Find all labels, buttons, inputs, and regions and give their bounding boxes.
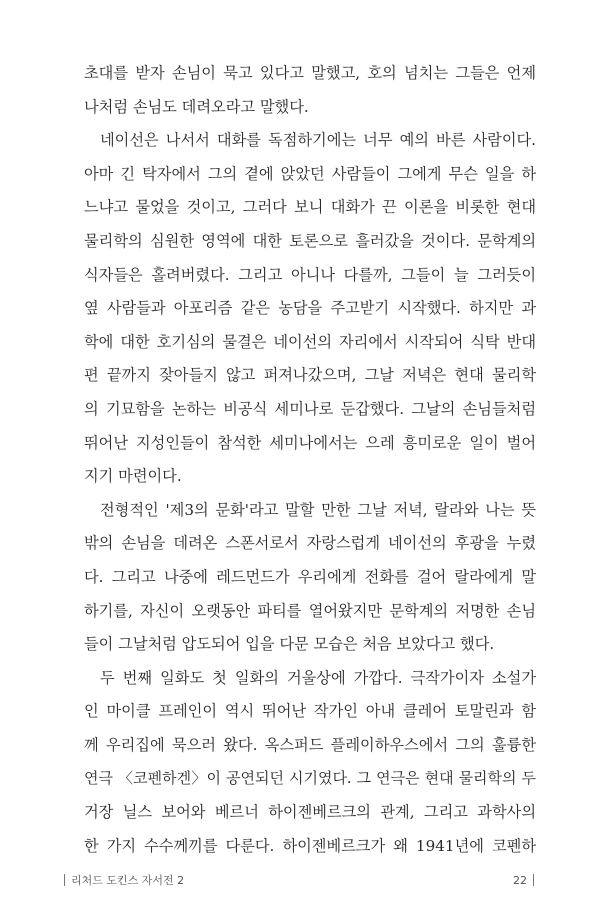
text-line: 다. 그리고 나중에 레드먼드가 우리에게 전화를 걸어 랄라에게 말 (84, 567, 536, 586)
text-line: 두 번째 일화도 첫 일화의 거울상에 가깝다. 극작가이자 소설가 (100, 668, 536, 687)
text-line: 거장 닐스 보어와 베르너 하이젠베르크의 관계, 그리고 과학사의 (84, 803, 536, 822)
text-line: 편 끝까지 잦아들지 않고 퍼져나갔으며, 그날 저녁은 현대 물리학 (84, 366, 536, 385)
text-line: 아마 긴 탁자에서 그의 곁에 앉았던 사람들이 그에게 무슨 일을 하 (84, 164, 536, 183)
page-number: 22 (513, 874, 527, 887)
text-line: 느냐고 물었을 것이고, 그러다 보니 대화가 끈 이론을 비롯한 현대 (84, 198, 536, 217)
text-line: 네이선은 나서서 대화를 독점하기에는 너무 예의 바른 사람이다. (100, 131, 536, 150)
text-line: 지기 마련이다. (84, 467, 182, 486)
text-line: 들이 그날처럼 압도되어 입을 다문 모습은 처음 보았다고 했다. (84, 635, 495, 654)
text-line: 초대를 받자 손님이 묵고 있다고 말했고, 호의 넘치는 그들은 언제 (84, 64, 536, 82)
book-title: 리처드 도킨스 자서전 2 (71, 874, 185, 887)
text-line: 의 기묘함을 논하는 비공식 세미나로 둔갑했다. 그날의 손님들처럼 (84, 399, 536, 418)
text-line: 나처럼 손님도 데려오라고 말했다. (84, 97, 309, 116)
text-line: 밖의 손님을 데려온 스폰서로서 자랑스럽게 네이선의 후광을 누렸 (84, 534, 536, 553)
text-line: 한 가지 수수께끼를 다룬다. 하이젠베르크가 왜 1941년에 코펜하 (84, 836, 536, 855)
footer-page-number (513, 873, 534, 889)
divider (64, 874, 65, 886)
text-line: 옆 사람들과 아포리즘 같은 농담을 주고받기 시작했다. 하지만 과 (84, 299, 536, 318)
text-line: 물리학의 심원한 영역에 대한 토론으로 흘러갔을 것이다. 문학계의 (84, 231, 536, 250)
text-line: 학에 대한 호기심의 물결은 네이선의 자리에서 시작되어 식탁 반대 (84, 332, 536, 351)
text-line: 연극 〈코펜하겐〉이 공연되던 시기였다. 그 연극은 현대 물리학의 두 (84, 769, 536, 788)
body-text (84, 57, 536, 863)
text-line: 뛰어난 지성인들이 참석한 세미나에서는 으레 흥미로운 일이 벌어 (84, 433, 536, 452)
text-line: 하기를, 자신이 오랫동안 파티를 열어왔지만 문학계의 저명한 손님 (84, 601, 536, 620)
text-line: 전형적인 '제3의 문화'라고 말할 만한 그날 저녁, 랄라와 나는 뜻 (100, 500, 536, 519)
text-line: 인 마이클 프레인이 역시 뛰어난 작가인 아내 클레어 토말린과 함 (84, 702, 536, 721)
text-line: 식자들은 홀려버렸다. 그리고 아니나 다를까, 그들이 늘 그러듯이 (84, 265, 536, 284)
divider (533, 874, 534, 886)
page-footer (0, 873, 600, 889)
footer-running-title (64, 873, 184, 889)
text-line: 께 우리집에 묵으러 왔다. 옥스퍼드 플레이하우스에서 그의 훌륭한 (84, 735, 536, 754)
